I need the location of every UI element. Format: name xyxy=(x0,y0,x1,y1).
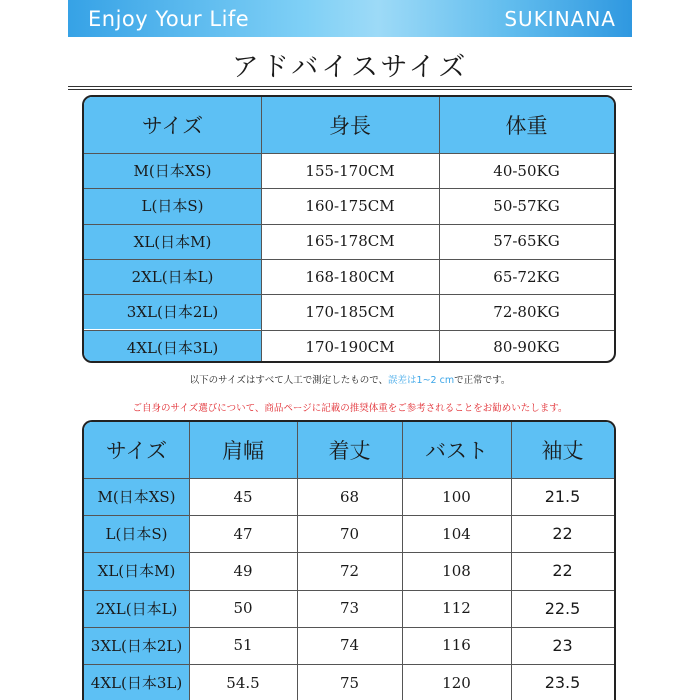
table-row xyxy=(84,259,614,294)
row-size-label: M(日本XS) xyxy=(84,478,189,515)
table-row xyxy=(84,188,614,223)
row-size-label: 3XL(日本2L) xyxy=(84,294,261,329)
row-size-label: 4XL(日本3L) xyxy=(84,664,189,700)
table-row xyxy=(84,224,614,259)
table-row xyxy=(84,153,614,188)
row-size-label: M(日本XS) xyxy=(84,153,261,188)
table-row xyxy=(84,664,614,700)
table-cell: 100 xyxy=(442,487,471,506)
table-cell: 47 xyxy=(233,524,253,543)
table-cell: 65-72KG xyxy=(493,267,560,286)
measurement-note xyxy=(0,372,700,386)
measurement-note-tolerance: 誤差は1~2 cm xyxy=(388,375,455,386)
table-cell: 21.5 xyxy=(544,487,581,507)
banner-header xyxy=(68,0,632,37)
table-cell: 50 xyxy=(233,599,253,618)
table-cell: 72 xyxy=(339,561,360,580)
table-cell: 23 xyxy=(552,635,573,655)
row-divider xyxy=(84,188,614,189)
table-cell: 49 xyxy=(233,561,253,580)
column-header: 身長 xyxy=(261,97,439,153)
table-cell: 116 xyxy=(442,636,471,655)
table-cell: 45 xyxy=(233,487,253,506)
table-cell: 120 xyxy=(442,673,471,692)
table-cell: 22 xyxy=(552,524,573,544)
row-size-label: XL(日本M) xyxy=(84,224,261,259)
row-divider xyxy=(84,259,614,260)
table-cell: 104 xyxy=(442,524,471,543)
table-cell: 51 xyxy=(233,636,253,655)
row-size-label: 2XL(日本L) xyxy=(84,590,189,627)
table-row xyxy=(84,478,614,515)
table-cell: 75 xyxy=(339,673,360,692)
table-row xyxy=(84,294,614,329)
column-header: 体重 xyxy=(439,97,614,153)
row-size-label: 3XL(日本2L) xyxy=(84,627,189,664)
column-header: バスト xyxy=(402,422,511,478)
table-row xyxy=(84,552,614,589)
row-divider xyxy=(84,664,614,665)
row-size-label: L(日本S) xyxy=(84,188,261,223)
measurement-note-text: 以下のサイズはすべて人工で測定したもので、 xyxy=(189,375,389,386)
row-divider xyxy=(84,552,614,553)
column-header: サイズ xyxy=(84,97,261,153)
table-cell: 54.5 xyxy=(226,673,260,692)
recommendation-note: ご自身のサイズ選びについて、商品ページに記載の推奨体重をご参考されることをお勧めいたします。 xyxy=(132,403,568,414)
title-underline-2 xyxy=(68,89,632,90)
table-cell: 23.5 xyxy=(544,673,581,693)
table-cell: 74 xyxy=(339,636,360,655)
column-header: 着丈 xyxy=(297,422,402,478)
column-header: 肩幅 xyxy=(189,422,297,478)
row-divider xyxy=(84,478,614,479)
table-header-row xyxy=(84,97,614,153)
garment-measurement-table xyxy=(82,420,616,700)
table-cell: 165-178CM xyxy=(305,232,395,251)
table-row xyxy=(84,590,614,627)
brand-name: SUKINANA xyxy=(504,6,616,31)
row-size-label: 4XL(日本3L) xyxy=(84,330,261,364)
column-divider xyxy=(189,422,190,700)
table-row xyxy=(84,627,614,664)
table-cell: 155-170CM xyxy=(305,161,395,180)
row-divider xyxy=(84,627,614,628)
column-divider xyxy=(402,422,403,700)
row-divider xyxy=(84,153,614,154)
table-cell: 73 xyxy=(339,599,360,618)
title-underline xyxy=(68,86,632,87)
table-cell: 112 xyxy=(442,599,471,618)
column-divider xyxy=(439,97,440,361)
row-divider xyxy=(84,330,614,331)
row-size-label: 2XL(日本L) xyxy=(84,259,261,294)
row-divider xyxy=(84,294,614,295)
row-divider xyxy=(84,515,614,516)
table-cell: 168-180CM xyxy=(305,267,395,286)
column-divider xyxy=(297,422,298,700)
table-cell: 108 xyxy=(442,561,471,580)
table-row xyxy=(84,515,614,552)
measurement-note-end: で正常です。 xyxy=(454,375,511,386)
column-divider xyxy=(261,97,262,361)
row-divider xyxy=(84,590,614,591)
table-cell: 22 xyxy=(552,561,573,581)
table-cell: 170-185CM xyxy=(305,302,395,321)
table-cell: 68 xyxy=(339,487,360,506)
table-cell: 57-65KG xyxy=(493,232,560,251)
advice-size-table xyxy=(82,95,616,363)
table-cell: 50-57KG xyxy=(493,196,560,215)
table-header-row xyxy=(84,422,614,478)
table-cell: 80-90KG xyxy=(493,338,560,357)
table-cell: 72-80KG xyxy=(493,302,560,321)
tagline: Enjoy Your Life xyxy=(88,6,250,31)
table-cell: 22.5 xyxy=(544,598,581,618)
column-header: 袖丈 xyxy=(511,422,614,478)
page-title: アドバイスサイズ xyxy=(231,52,469,83)
table-cell: 40-50KG xyxy=(493,161,560,180)
table-row xyxy=(84,330,614,364)
row-divider xyxy=(84,224,614,225)
row-size-label: XL(日本M) xyxy=(84,552,189,589)
table-cell: 70 xyxy=(339,524,360,543)
table-cell: 170-190CM xyxy=(305,338,395,357)
column-header: サイズ xyxy=(84,422,189,478)
table-cell: 160-175CM xyxy=(305,196,395,215)
row-size-label: L(日本S) xyxy=(84,515,189,552)
column-divider xyxy=(511,422,512,700)
